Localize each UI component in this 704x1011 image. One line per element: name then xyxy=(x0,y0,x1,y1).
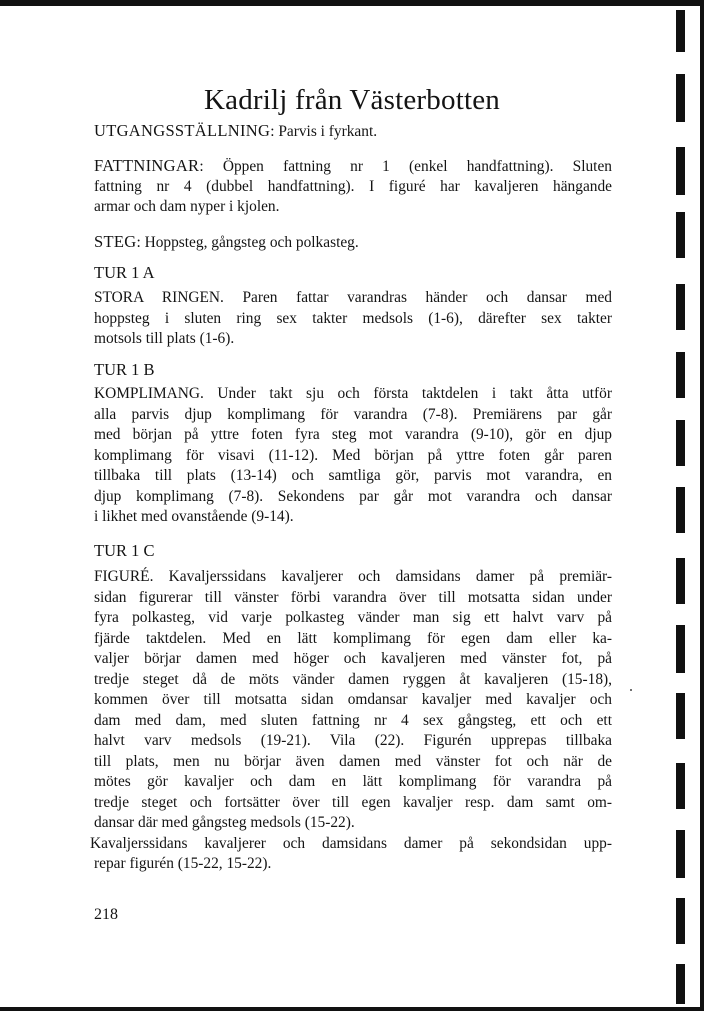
binding-mark xyxy=(676,898,685,944)
section-label: STEG xyxy=(94,232,137,251)
text-line: tredje steget och fortsätter över till egen kavaljer resp. dam samt om- xyxy=(94,793,612,811)
binding-mark xyxy=(676,964,685,1004)
section-steg xyxy=(94,232,612,253)
section-label: UTGANGSSTÄLLNING xyxy=(94,121,271,140)
section-utgangsstallning xyxy=(94,121,612,142)
binding-mark xyxy=(676,487,685,533)
page-title: Kadrilj från Västerbotten xyxy=(204,84,500,116)
binding-mark xyxy=(676,558,685,604)
text-line: halvt varv medsols (19-21). Vila (22). Figurén upprepas tillbaka xyxy=(94,732,612,749)
scan-speck xyxy=(630,689,632,691)
text-line: fyra polkasteg, vid varje polkasteg vänder man sig ett halvt varv på xyxy=(94,609,612,626)
text-line: fattning nr 4 (dubbel handfattning). I figuré har kavaljeren hängande xyxy=(94,177,612,195)
page-border-top xyxy=(0,0,704,6)
binding-mark xyxy=(676,212,685,258)
tour-heading: TUR 1 A xyxy=(94,263,155,282)
binding-mark xyxy=(676,352,685,398)
binding-mark xyxy=(676,763,685,809)
binding-mark xyxy=(676,693,685,739)
binding-mark xyxy=(676,830,685,878)
binding-mark xyxy=(676,284,685,330)
text-line: fjärde taktdelen. Med en lätt komplimang för egen dam eller ka- xyxy=(94,629,612,647)
binding-mark xyxy=(676,10,685,52)
section-text: : Öppen fattning nr 1 (enkel handfattning). Sluten xyxy=(199,158,612,175)
text-line: KOMPLIMANG. Under takt sju och första taktdelen i takt åtta utför xyxy=(94,385,612,402)
binding-mark xyxy=(676,625,685,673)
tour-1c-text xyxy=(90,567,612,875)
text-line: hoppsteg i sluten ring sex takter medsols (1-6), därefter sex takter xyxy=(94,309,612,327)
section-text: : Hoppsteg, gångsteg och polkasteg. xyxy=(136,234,359,251)
tour-1a-text xyxy=(94,288,612,350)
text-line: STORA RINGEN. Paren fattar varandras händer och dansar med xyxy=(94,289,612,306)
text-line: tillbaka till plats (13-14) och samtliga gör, parvis mot varandra, en xyxy=(94,467,612,484)
text-line: motsols till plats (1-6). xyxy=(94,330,235,347)
tour-heading: TUR 1 B xyxy=(94,360,155,379)
tour-heading: TUR 1 C xyxy=(94,541,155,560)
text-line: djup komplimang (7-8). Sekondens par går mot varandra och dansar xyxy=(94,487,612,505)
text-line: komplimang för visavi (11-12). Med början på yttre foten går paren xyxy=(94,446,612,464)
text-line: FIGURÉ. Kavaljerssidans kavaljerer och damsidans damer på premiär- xyxy=(94,568,612,585)
text-line: till plats, men nu börjar även damen med vänster fot och när de xyxy=(94,752,612,770)
page-number: 218 xyxy=(94,906,118,923)
text-line: tredje steget då de möts vänder damen ryggen åt kavaljeren (15-18), xyxy=(94,670,612,688)
text-line: sidan figurerar till vänster förbi varandra över till motsatta sidan under xyxy=(94,588,612,606)
page-border-right xyxy=(700,0,704,1011)
text-line: kommen över till motsatta sidan omdansar kavaljer med kavaljer och xyxy=(94,691,612,708)
text-line: i likhet med ovanstående (9-14). xyxy=(94,508,294,525)
section-text: : Parvis i fyrkant. xyxy=(270,123,378,140)
text-line: med början på yttre foten fyra steg mot varandra (9-10), gör en djup xyxy=(94,426,612,443)
section-label: FATTNINGAR xyxy=(94,156,200,175)
binding-mark xyxy=(676,147,685,195)
text-line: Kavaljerssidans kavaljerer och damsidans damer på sekondsidan upp- xyxy=(90,834,612,852)
text-line: dam med dam, med sluten fattning nr 4 sex gångsteg, ett och ett xyxy=(94,711,612,729)
text-line: repar figurén (15-22, 15-22). xyxy=(94,855,272,872)
text-line: valjer börjar damen med höger och kavaljeren med vänster fot, på xyxy=(94,650,612,667)
text-line: alla parvis djup komplimang för varandra (7-8). Premiärens par går xyxy=(94,405,612,423)
page-border-bottom xyxy=(0,1007,704,1011)
text-line: dansar där med gångsteg medsols (15-22). xyxy=(94,814,355,831)
tour-1b-text xyxy=(94,384,612,528)
text-line: mötes gör kavaljer och dam en lätt komplimang för varandra på xyxy=(94,773,612,790)
section-fattningar xyxy=(94,156,612,218)
text-line: armar och dam nyper i kjolen. xyxy=(94,198,280,215)
binding-mark xyxy=(676,420,685,466)
